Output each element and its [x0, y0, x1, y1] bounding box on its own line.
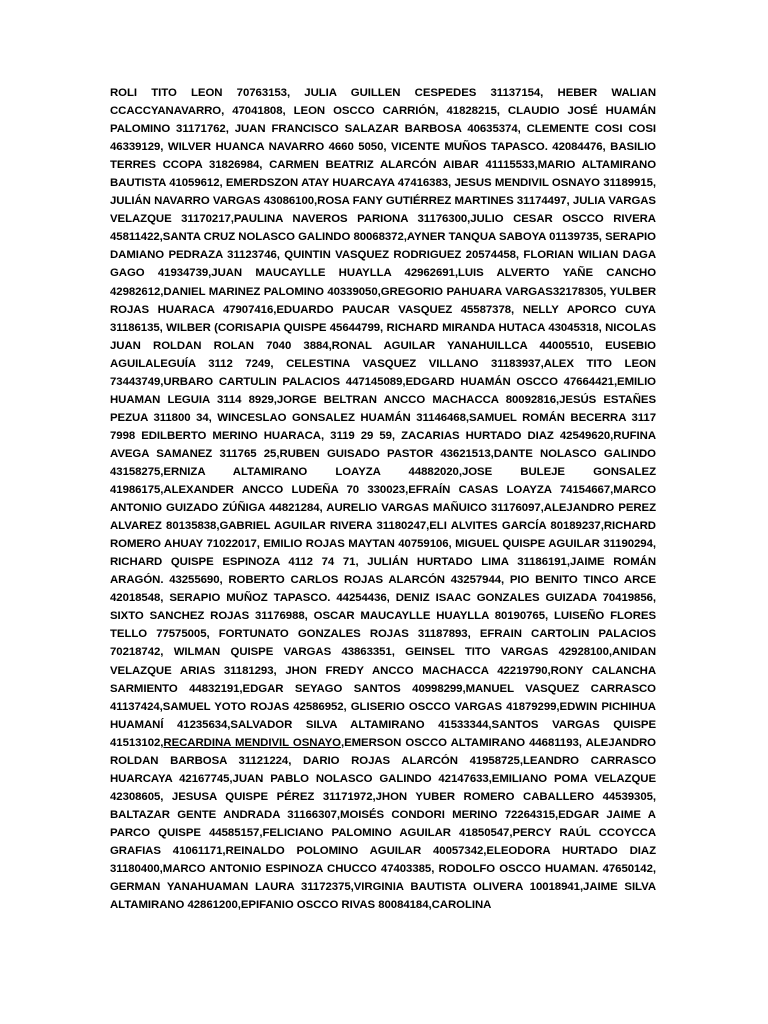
- paragraph-text-part-1: ROLI TITO LEON 70763153, JULIA GUILLEN CESPEDES 31137154, HEBER WALIAN CCACCYANAVARRO, 47041808, LEON OSCCO CARRIÓN, 41828215, CLAUDIO JOSÉ HUAMÁN PALOMINO 31171762, JUAN FRANCISCO SALAZAR BARBOSA 40635374, CLEMENTE COSI COSI 46339129, WILVER HUANCA NAVARRO 4660 5050, VICENTE MUÑOS TAPASCO. 42084476, BASILIO TERRES CCOPA 31826984, CARMEN BEATRIZ ALARCÓN AIBAR 41115533,MARIO ALTAMIRANO BAUTISTA 41059612, EMERDSZON ATAY HUARCAYA 47416383, JESUS MENDIVIL OSNAYO 31189915, JULIÁN NAVARRO VARGAS 43086100,ROSA FANY GUTIÉRREZ MARTINES 31174497, JULIA VARGAS VELAZQUE 31170217,PAULINA NAVEROS PARIONA 31176300,JULIO CESAR OSCCO RIVERA 45811422,SANTA CRUZ NOLASCO GALINDO 80068372,AYNER TANQUA SABOYA 01139735, SERAPIO DAMIANO PEDRAZA 31123746, QUINTIN VASQUEZ RODRIGUEZ 20574458, FLORIAN WILIAN DAGA GAGO 41934739,JUAN MAUCAYLLE HUAYLLA 42962691,LUIS ALVERTO YAÑE CANCHO 42982612,DANIEL MARINEZ PALOMINO 40339050,GREGORIO PAHUARA VARGAS32178305, YULBER ROJAS HUARACA 47907416,EDUARDO PAUCAR VASQUEZ 45587378, NELLY APORCO CUYA 31186135, WILBER (CORISAPIA QUISPE 45644799, RICHARD MIRANDA HUTACA 43045318, NICOLAS JUAN ROLDAN ROLAN 7040 3884,RONAL AGUILAR YANAHUILLCA 44005510, EUSEBIO AGUILALEGUÍA 3112 7249, CELESTINA VASQUEZ VILLANO 31183937,ALEX TITO LEON 73443749,URBARO CARTULIN PALACIOS 447145089,EDGARD HUAMÁN OSCCO 47664421,EMILIO HUAMAN LEGUIA 3114 8929,JORGE BELTRAN ANCCO MACHACCA 80092816,JESÚS ESTAÑES PEZUA 311800 34, WINCESLAO GONSALEZ HUAMÁN 31146468,SAMUEL ROMÁN BECERRA 3117 7998 EDILBERTO MERINO HUARACA, 3119 29 59, ZACARIAS HURTADO DIAZ 42549620,RUFINA AVEGA SAMANEZ 311765 25,RUBEN GUISADO PASTOR 43621513,DANTE NOLASCO GALINDO 43158275,ERNIZA ALTAMIRANO LOAYZA 44882020,JOSE BULEJE GONSALEZ 41986175,ALEXANDER ANCCO LUDEÑA 70 330023,EFRAÍN CASAS LOAYZA 74154667,MARCO ANTONIO GUIZADO ZÚÑIGA 44821284, AURELIO VARGAS MAÑUICO 31176097,ALEJANDRO PEREZ ALVAREZ 80135838,GABRIEL AGUILAR RIVERA 31180247,ELI ALVITES GARCÍA 80189237,RICHARD ROMERO AHUAY 71022017, EMILIO ROJAS MAYTAN 40759106, MIGUEL QUISPE AGUILAR 31190294, RICHARD QUISPE ESPINOZA 4112 74 71, JULIÁN HURTADO LIMA 31186191,JAIME ROMÁN ARAGÓN. 43255690, ROBERTO CARLOS ROJAS ALARCÓN 43257944, PIO BENITO TINCO ARCE 42018548, SERAPIO MUÑOZ TAPASCO. 44254436, DENIZ ISAAC GONZALES GUIZADA 70419856, SIXTO SANCHEZ ROJAS 31176988, OSCAR MAUCAYLLE HUAYLLA 80190765, LUISEÑO FLORES TELLO 77575005, FORTUNATO GONZALES ROJAS 31187893, EFRAIN CARTOLIN PALACIOS 70218742, WILMAN QUISPE VARGAS 43863351, GEINSEL TITO VARGAS 42928100,ANIDAN VELAZQUE ARIAS 31181293, JHON FREDY ANCCO MACHACCA 42219790,RONY CALANCHA SARMIENTO 44832191,EDGAR SEYAGO SANTOS 40998299,MANUEL VASQUEZ CARRASCO 41137424,SAMUEL YOTO ROJAS 42586952, GLISERIO OSCCO VARGAS 41879299,EDWIN PICHIHUA HUAMANÍ 41235634,SALVADOR SILVA ALTAMIRANO 41533344,SANTOS VARGAS QUISPE 41513102,: [110, 87, 656, 749]
- name-list-paragraph: [110, 84, 656, 914]
- underlined-name: RECARDINA MENDIVIL OSNAYO: [163, 736, 341, 749]
- paragraph-text-part-2: ,EMERSON OSCCO ALTAMIRANO 44681193, ALEJANDRO ROLDAN BARBOSA 31121224, DARIO ROJAS ALARCÓN 41958725,LEANDRO CARRASCO HUARCAYA 42167745,JUAN PABLO NOLASCO GALINDO 42147633,EMILIANO POMA VELAZQUE 42308605, JESUSA QUISPE PÉREZ 31171972,JHON YUBER ROMERO CABALLERO 44539305, BALTAZAR GENTE ANDRADA 31166307,MOISÉS CONDORI MERINO 72264315,EDGAR JAIME A PARCO QUISPE 44585157,FELICIANO PALOMINO AGUILAR 41850547,PERCY RAÚL CCOYCCA GRAFIAS 41061171,REINALDO POLOMINO AGUILAR 40057342,ELEODORA HURTADO DIAZ 31180400,MARCO ANTONIO ESPINOZA CHUCCO 47403385, RODOLFO OSCCO HUAMAN. 47650142, GERMAN YANAHUAMAN LAURA 31172375,VIRGINIA BAUTISTA OLIVERA 10018941,JAIME SILVA ALTAMIRANO 42861200,EPIFANIO OSCCO RIVAS 80084184,CAROLINA: [110, 736, 656, 912]
